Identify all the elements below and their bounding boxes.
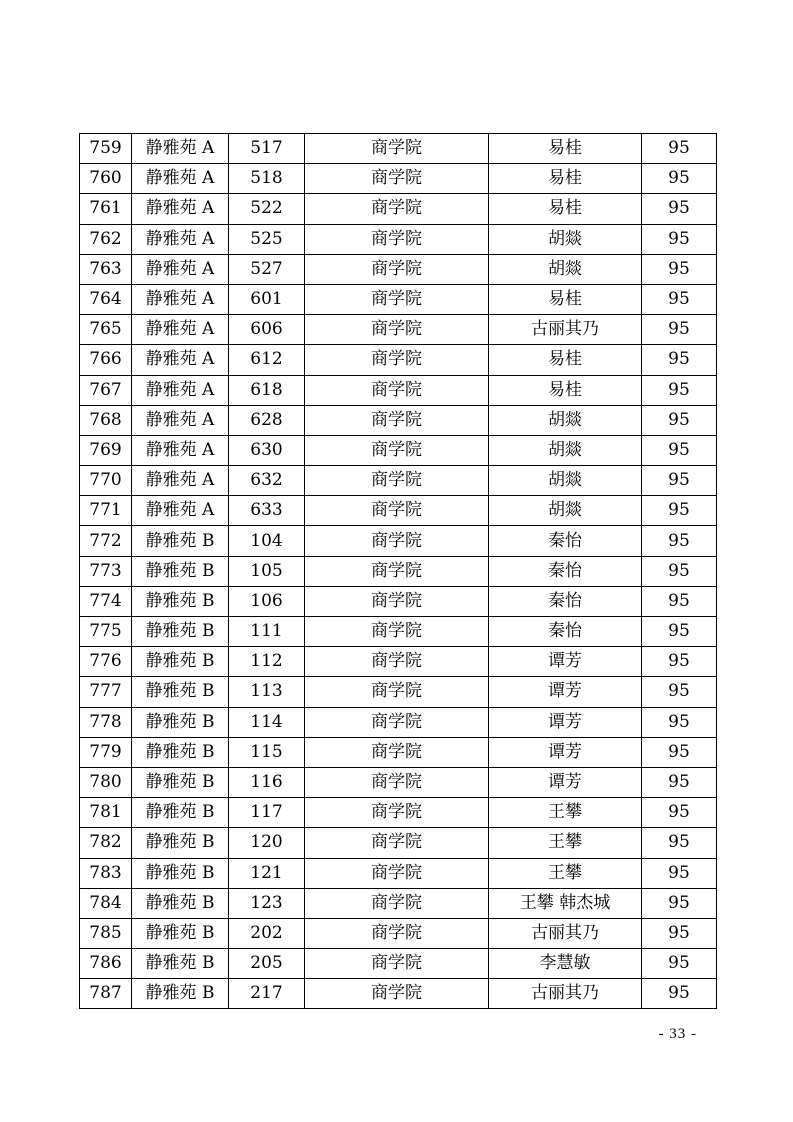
table-row [80, 164, 717, 194]
college-cell: 商学院 [305, 858, 489, 888]
row-index-cell: 779 [80, 737, 132, 767]
counselor-cell: 谭芳 [489, 737, 642, 767]
counselor-cell: 王攀 [489, 858, 642, 888]
building-cell: 静雅苑 B [132, 979, 229, 1009]
score-cell: 95 [642, 315, 717, 345]
room-cell: 630 [229, 435, 305, 465]
row-index-cell: 774 [80, 586, 132, 616]
score-cell: 95 [642, 134, 717, 164]
score-cell: 95 [642, 767, 717, 797]
row-index-cell: 784 [80, 888, 132, 918]
row-index-cell: 769 [80, 435, 132, 465]
row-index-cell: 767 [80, 375, 132, 405]
score-cell: 95 [642, 707, 717, 737]
college-cell: 商学院 [305, 767, 489, 797]
college-cell: 商学院 [305, 918, 489, 948]
college-cell: 商学院 [305, 466, 489, 496]
score-cell: 95 [642, 979, 717, 1009]
counselor-cell: 秦怡 [489, 617, 642, 647]
table-row [80, 767, 717, 797]
building-cell: 静雅苑 A [132, 496, 229, 526]
room-cell: 106 [229, 586, 305, 616]
college-cell: 商学院 [305, 949, 489, 979]
score-cell: 95 [642, 254, 717, 284]
row-index-cell: 773 [80, 556, 132, 586]
college-cell: 商学院 [305, 496, 489, 526]
score-cell: 95 [642, 828, 717, 858]
counselor-cell: 易桂 [489, 345, 642, 375]
score-cell: 95 [642, 888, 717, 918]
table-row [80, 798, 717, 828]
counselor-cell: 胡燚 [489, 496, 642, 526]
building-cell: 静雅苑 B [132, 767, 229, 797]
counselor-cell: 胡燚 [489, 224, 642, 254]
building-cell: 静雅苑 B [132, 888, 229, 918]
room-cell: 104 [229, 526, 305, 556]
table-row [80, 617, 717, 647]
table-row [80, 707, 717, 737]
table-row [80, 858, 717, 888]
room-cell: 522 [229, 194, 305, 224]
room-cell: 601 [229, 284, 305, 314]
row-index-cell: 770 [80, 466, 132, 496]
score-cell: 95 [642, 194, 717, 224]
building-cell: 静雅苑 B [132, 707, 229, 737]
building-cell: 静雅苑 B [132, 677, 229, 707]
building-cell: 静雅苑 A [132, 466, 229, 496]
building-cell: 静雅苑 B [132, 798, 229, 828]
score-cell: 95 [642, 737, 717, 767]
building-cell: 静雅苑 A [132, 224, 229, 254]
room-cell: 618 [229, 375, 305, 405]
building-cell: 静雅苑 B [132, 949, 229, 979]
counselor-cell: 易桂 [489, 284, 642, 314]
score-cell: 95 [642, 677, 717, 707]
room-cell: 606 [229, 315, 305, 345]
room-cell: 525 [229, 224, 305, 254]
room-cell: 120 [229, 828, 305, 858]
college-cell: 商学院 [305, 828, 489, 858]
table-row [80, 435, 717, 465]
college-cell: 商学院 [305, 798, 489, 828]
row-index-cell: 766 [80, 345, 132, 375]
row-index-cell: 785 [80, 918, 132, 948]
counselor-cell: 易桂 [489, 164, 642, 194]
counselor-cell: 秦怡 [489, 586, 642, 616]
score-cell: 95 [642, 617, 717, 647]
table-row [80, 284, 717, 314]
counselor-cell: 古丽其乃 [489, 918, 642, 948]
room-cell: 117 [229, 798, 305, 828]
row-index-cell: 787 [80, 979, 132, 1009]
college-cell: 商学院 [305, 737, 489, 767]
table-row [80, 647, 717, 677]
row-index-cell: 772 [80, 526, 132, 556]
row-index-cell: 783 [80, 858, 132, 888]
dormitory-table [79, 133, 717, 1009]
score-cell: 95 [642, 496, 717, 526]
building-cell: 静雅苑 A [132, 134, 229, 164]
college-cell: 商学院 [305, 284, 489, 314]
room-cell: 527 [229, 254, 305, 284]
building-cell: 静雅苑 A [132, 254, 229, 284]
row-index-cell: 765 [80, 315, 132, 345]
building-cell: 静雅苑 B [132, 526, 229, 556]
building-cell: 静雅苑 A [132, 405, 229, 435]
row-index-cell: 782 [80, 828, 132, 858]
table-row [80, 526, 717, 556]
counselor-cell: 秦怡 [489, 526, 642, 556]
table-body [80, 134, 717, 1009]
score-cell: 95 [642, 858, 717, 888]
row-index-cell: 778 [80, 707, 132, 737]
college-cell: 商学院 [305, 375, 489, 405]
row-index-cell: 761 [80, 194, 132, 224]
room-cell: 217 [229, 979, 305, 1009]
counselor-cell: 王攀 韩杰城 [489, 888, 642, 918]
row-index-cell: 781 [80, 798, 132, 828]
table-row [80, 496, 717, 526]
table-row [80, 949, 717, 979]
row-index-cell: 775 [80, 617, 132, 647]
table-row [80, 194, 717, 224]
score-cell: 95 [642, 284, 717, 314]
room-cell: 633 [229, 496, 305, 526]
counselor-cell: 易桂 [489, 134, 642, 164]
counselor-cell: 谭芳 [489, 767, 642, 797]
college-cell: 商学院 [305, 345, 489, 375]
score-cell: 95 [642, 224, 717, 254]
counselor-cell: 古丽其乃 [489, 979, 642, 1009]
college-cell: 商学院 [305, 224, 489, 254]
room-cell: 518 [229, 164, 305, 194]
building-cell: 静雅苑 A [132, 315, 229, 345]
college-cell: 商学院 [305, 677, 489, 707]
college-cell: 商学院 [305, 556, 489, 586]
page-number: - 33 - [658, 1026, 697, 1042]
score-cell: 95 [642, 164, 717, 194]
room-cell: 105 [229, 556, 305, 586]
row-index-cell: 786 [80, 949, 132, 979]
table-row [80, 737, 717, 767]
room-cell: 121 [229, 858, 305, 888]
building-cell: 静雅苑 A [132, 435, 229, 465]
table-row [80, 677, 717, 707]
counselor-cell: 王攀 [489, 798, 642, 828]
room-cell: 115 [229, 737, 305, 767]
building-cell: 静雅苑 B [132, 556, 229, 586]
table-row [80, 979, 717, 1009]
room-cell: 632 [229, 466, 305, 496]
row-index-cell: 763 [80, 254, 132, 284]
row-index-cell: 780 [80, 767, 132, 797]
room-cell: 517 [229, 134, 305, 164]
table-row [80, 315, 717, 345]
score-cell: 95 [642, 526, 717, 556]
building-cell: 静雅苑 B [132, 647, 229, 677]
counselor-cell: 古丽其乃 [489, 315, 642, 345]
college-cell: 商学院 [305, 707, 489, 737]
table-row [80, 918, 717, 948]
counselor-cell: 易桂 [489, 375, 642, 405]
college-cell: 商学院 [305, 194, 489, 224]
row-index-cell: 764 [80, 284, 132, 314]
score-cell: 95 [642, 586, 717, 616]
counselor-cell: 谭芳 [489, 677, 642, 707]
table-row [80, 466, 717, 496]
building-cell: 静雅苑 B [132, 586, 229, 616]
college-cell: 商学院 [305, 617, 489, 647]
building-cell: 静雅苑 A [132, 164, 229, 194]
score-cell: 95 [642, 918, 717, 948]
room-cell: 111 [229, 617, 305, 647]
counselor-cell: 谭芳 [489, 707, 642, 737]
counselor-cell: 胡燚 [489, 405, 642, 435]
score-cell: 95 [642, 798, 717, 828]
score-cell: 95 [642, 375, 717, 405]
building-cell: 静雅苑 A [132, 194, 229, 224]
score-cell: 95 [642, 345, 717, 375]
room-cell: 205 [229, 949, 305, 979]
row-index-cell: 777 [80, 677, 132, 707]
building-cell: 静雅苑 B [132, 617, 229, 647]
room-cell: 123 [229, 888, 305, 918]
room-cell: 116 [229, 767, 305, 797]
table-row [80, 888, 717, 918]
room-cell: 202 [229, 918, 305, 948]
table-row [80, 134, 717, 164]
counselor-cell: 胡燚 [489, 466, 642, 496]
building-cell: 静雅苑 B [132, 828, 229, 858]
building-cell: 静雅苑 A [132, 284, 229, 314]
counselor-cell: 王攀 [489, 828, 642, 858]
table-row [80, 375, 717, 405]
building-cell: 静雅苑 B [132, 918, 229, 948]
counselor-cell: 秦怡 [489, 556, 642, 586]
college-cell: 商学院 [305, 888, 489, 918]
college-cell: 商学院 [305, 586, 489, 616]
counselor-cell: 谭芳 [489, 647, 642, 677]
row-index-cell: 768 [80, 405, 132, 435]
building-cell: 静雅苑 A [132, 375, 229, 405]
college-cell: 商学院 [305, 435, 489, 465]
counselor-cell: 胡燚 [489, 254, 642, 284]
counselor-cell: 胡燚 [489, 435, 642, 465]
college-cell: 商学院 [305, 315, 489, 345]
table-row [80, 224, 717, 254]
table-row [80, 254, 717, 284]
table-row [80, 586, 717, 616]
room-cell: 628 [229, 405, 305, 435]
row-index-cell: 760 [80, 164, 132, 194]
counselor-cell: 李慧敏 [489, 949, 642, 979]
college-cell: 商学院 [305, 526, 489, 556]
row-index-cell: 759 [80, 134, 132, 164]
room-cell: 112 [229, 647, 305, 677]
table-row [80, 828, 717, 858]
room-cell: 612 [229, 345, 305, 375]
building-cell: 静雅苑 B [132, 737, 229, 767]
table-row [80, 405, 717, 435]
building-cell: 静雅苑 A [132, 345, 229, 375]
score-cell: 95 [642, 647, 717, 677]
score-cell: 95 [642, 405, 717, 435]
score-cell: 95 [642, 556, 717, 586]
college-cell: 商学院 [305, 979, 489, 1009]
row-index-cell: 776 [80, 647, 132, 677]
college-cell: 商学院 [305, 405, 489, 435]
room-cell: 113 [229, 677, 305, 707]
table-row [80, 345, 717, 375]
table-row [80, 556, 717, 586]
score-cell: 95 [642, 466, 717, 496]
college-cell: 商学院 [305, 647, 489, 677]
row-index-cell: 762 [80, 224, 132, 254]
score-cell: 95 [642, 949, 717, 979]
college-cell: 商学院 [305, 164, 489, 194]
room-cell: 114 [229, 707, 305, 737]
building-cell: 静雅苑 B [132, 858, 229, 888]
row-index-cell: 771 [80, 496, 132, 526]
score-cell: 95 [642, 435, 717, 465]
counselor-cell: 易桂 [489, 194, 642, 224]
college-cell: 商学院 [305, 134, 489, 164]
college-cell: 商学院 [305, 254, 489, 284]
